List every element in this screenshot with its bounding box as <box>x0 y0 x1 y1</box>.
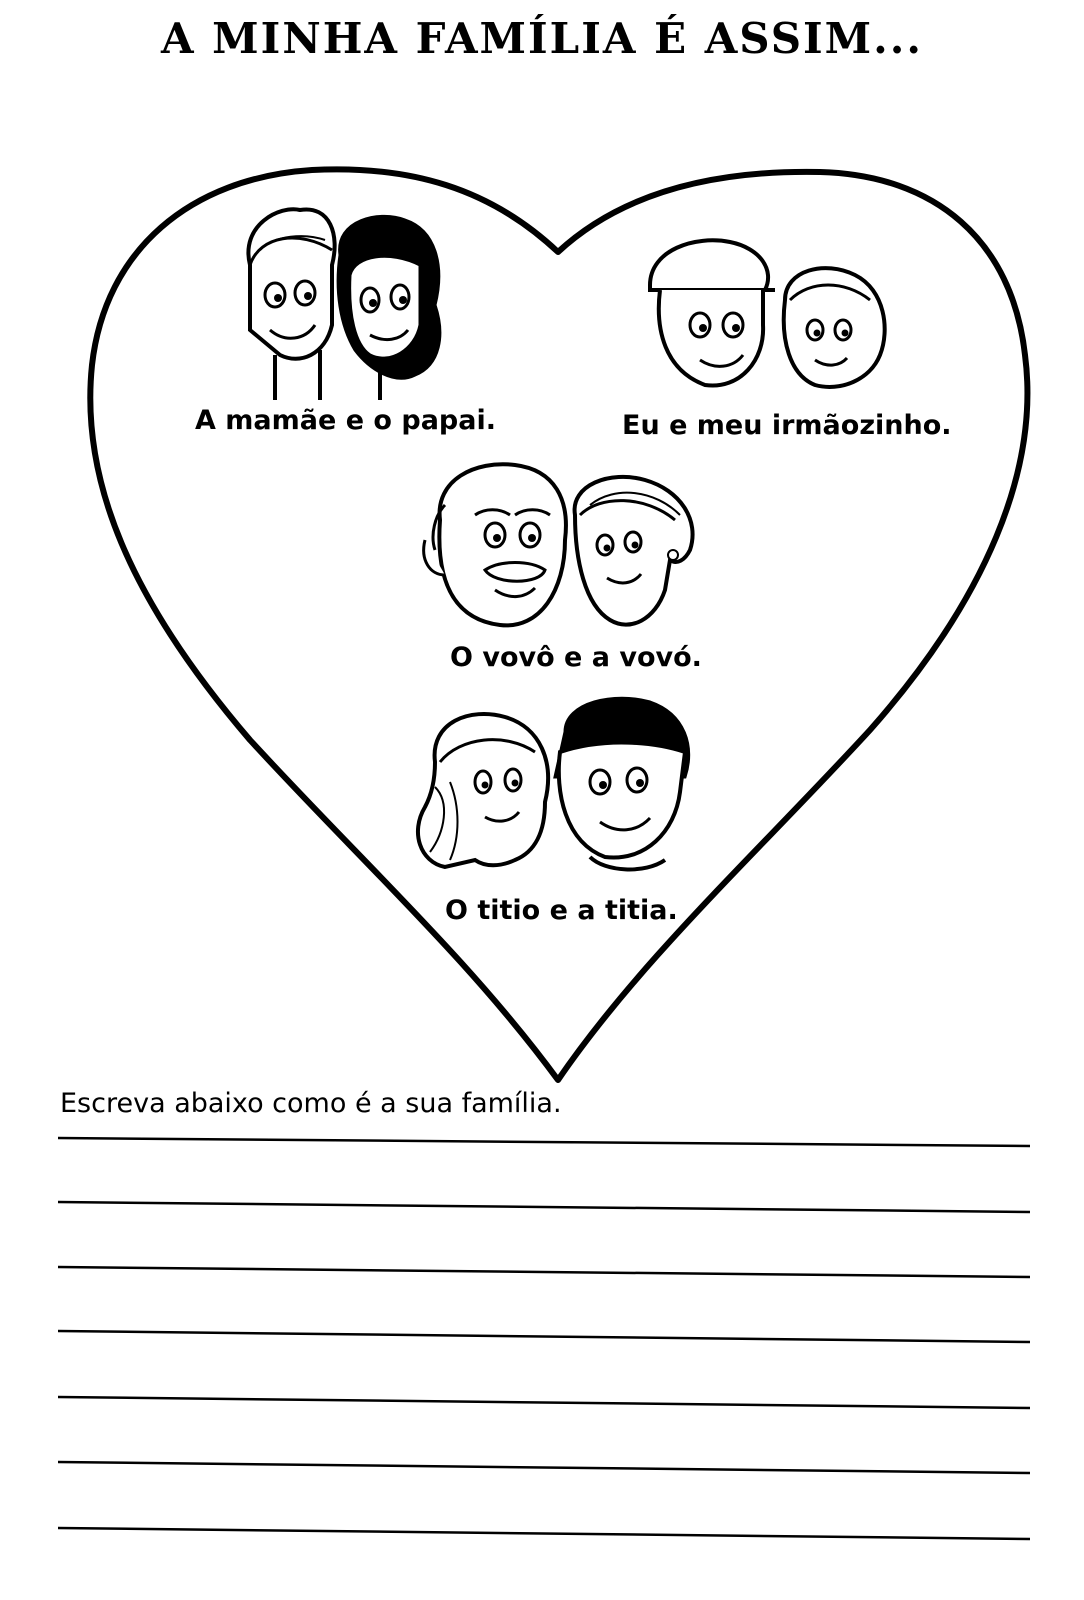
page-title: A MINHA FAMÍLIA É ASSIM... <box>160 14 924 63</box>
writing-instruction: Escreva abaixo como é a sua família. <box>60 1088 562 1119</box>
caption-parents: A mamãe e o papai. <box>195 405 496 436</box>
writing-line-3 <box>58 1267 1030 1277</box>
caption-siblings: Eu e meu irmãozinho. <box>622 410 952 441</box>
caption-grandparents: O vovô e a vovó. <box>450 642 702 673</box>
writing-line-1 <box>58 1138 1030 1146</box>
writing-line-2 <box>58 1202 1030 1212</box>
writing-line-6 <box>58 1462 1030 1473</box>
writing-line-5 <box>58 1397 1030 1408</box>
writing-line-7 <box>58 1528 1030 1539</box>
writing-line-4 <box>58 1331 1030 1342</box>
caption-uncle-aunt: O titio e a titia. <box>445 895 678 926</box>
